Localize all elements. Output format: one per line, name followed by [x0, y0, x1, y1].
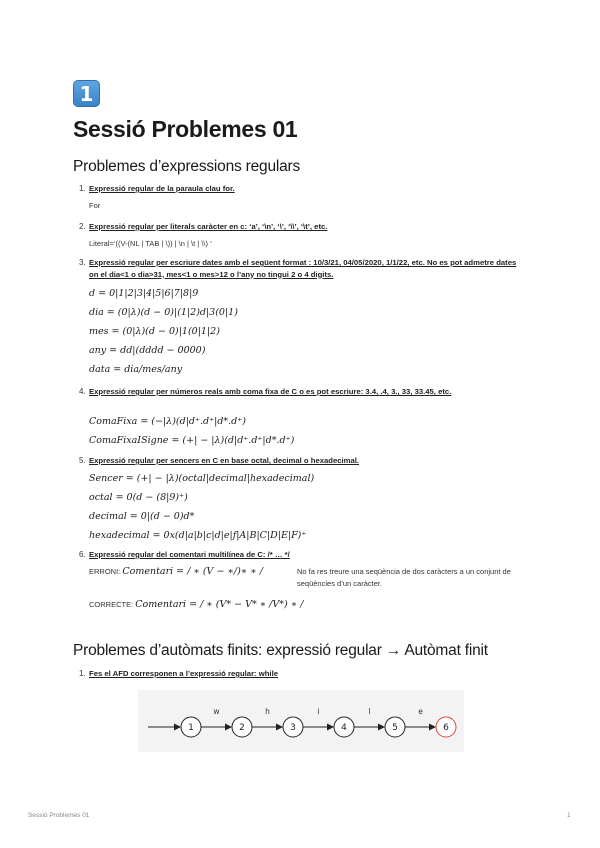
math-line: decimal = 0|(d − 0)d*: [89, 511, 195, 522]
problem-statement: Expressió regular per literals caràcter en c: ‘a’, ‘\n’, ‘\’, ‘\\’, ‘\t’, etc.: [89, 222, 328, 231]
keycap-one-icon: 1: [73, 80, 100, 107]
state-label: 2: [239, 723, 245, 733]
math-line: Sencer = (+| − |λ)(octal|decimal|hexadecimal): [89, 473, 315, 484]
problem-statement: Fes el AFD corresponen a l’expressió regular: while: [89, 669, 278, 678]
problem-statement: Expressió regular per números reals amb coma fixa de C o es pot escriure: 3.4, .4, 3., 33, 33.45, etc.: [89, 387, 452, 396]
math-line: d = 0|1|2|3|4|5|6|7|8|9: [89, 288, 199, 299]
correct-line: CORRECTE: Comentari = / ∗ (V* − V* ∗ /V*) ∗ /: [89, 599, 304, 610]
transition-label: l: [368, 707, 371, 716]
footer-title: Sessió Problemes 01: [28, 812, 90, 819]
transition-label: w: [213, 707, 220, 716]
problem-statement: Expressió regular del comentari multilínea de C: /* … */: [89, 550, 290, 559]
page-title: Sessió Problemes 01: [73, 116, 298, 142]
problem-statement: Expressió regular per sencers en C en base octal, decimal o hexadecimal.: [89, 456, 360, 465]
answer: Literal=‘((V-(NL | TAB | \)) | \n | \t | \\) ’: [89, 239, 212, 248]
math-line: any = dd|(dddd − 0000): [89, 345, 206, 356]
error-explanation: No fa res treure una seqüència de dos caràcters a un conjunt de seqüències d’un caràcter.: [297, 567, 511, 588]
math-line: dia = (0|λ)(d − 0)|(1|2)d|3(0|1): [89, 307, 238, 318]
answer: For: [89, 201, 101, 210]
math-line: octal = 0(d − (8|9)⁺): [89, 492, 188, 503]
automaton-diagram: [138, 690, 464, 752]
section-title-regex: Problemes d’expressions regulars: [73, 158, 301, 175]
transition-label: i: [317, 707, 320, 716]
problem-statement: Expressió regular de la paraula clau for.: [89, 184, 235, 193]
error-line: ERRONI: Comentari = / ∗ (V − ∗/)∗ ∗ /: [89, 566, 263, 577]
problem-statement: Expressió regular per escriure dates amb el següent format : 10/3/21, 04/05/2020, 1/1/22, etc. No es pot admetre dates on el dia<1 o dia>31, mes<1 o mes>12 o l’any no tingui 2 o 4 digits.: [89, 258, 517, 279]
state-label: 3: [290, 723, 296, 733]
math-line: mes = (0|λ)(d − 0)|1(0|1|2): [89, 326, 220, 337]
transition-label: e: [418, 707, 423, 716]
page-number: 1: [567, 812, 571, 819]
math-line: ComaFixaISigne = (+| − |λ)(d|d⁺.d⁺|d*.d⁺): [89, 435, 295, 446]
state-label: 6: [443, 723, 449, 733]
section-title-automata: Problemes d’autòmats finits: expressió regular → Autòmat finit: [73, 642, 488, 659]
math-line: data = dia/mes/any: [89, 364, 183, 375]
math-line: hexadecimal = 0x(d|a|b|c|d|e|f|A|B|C|D|E|F)⁺: [89, 530, 307, 541]
automaton-svg: [138, 690, 464, 752]
state-label: 5: [392, 723, 398, 733]
math-line: ComaFixa = (−|λ)(d|d⁺.d⁺|d*.d⁺): [89, 416, 246, 427]
transition-label: h: [265, 707, 270, 716]
state-label: 4: [341, 723, 347, 733]
state-label: 1: [188, 723, 194, 733]
